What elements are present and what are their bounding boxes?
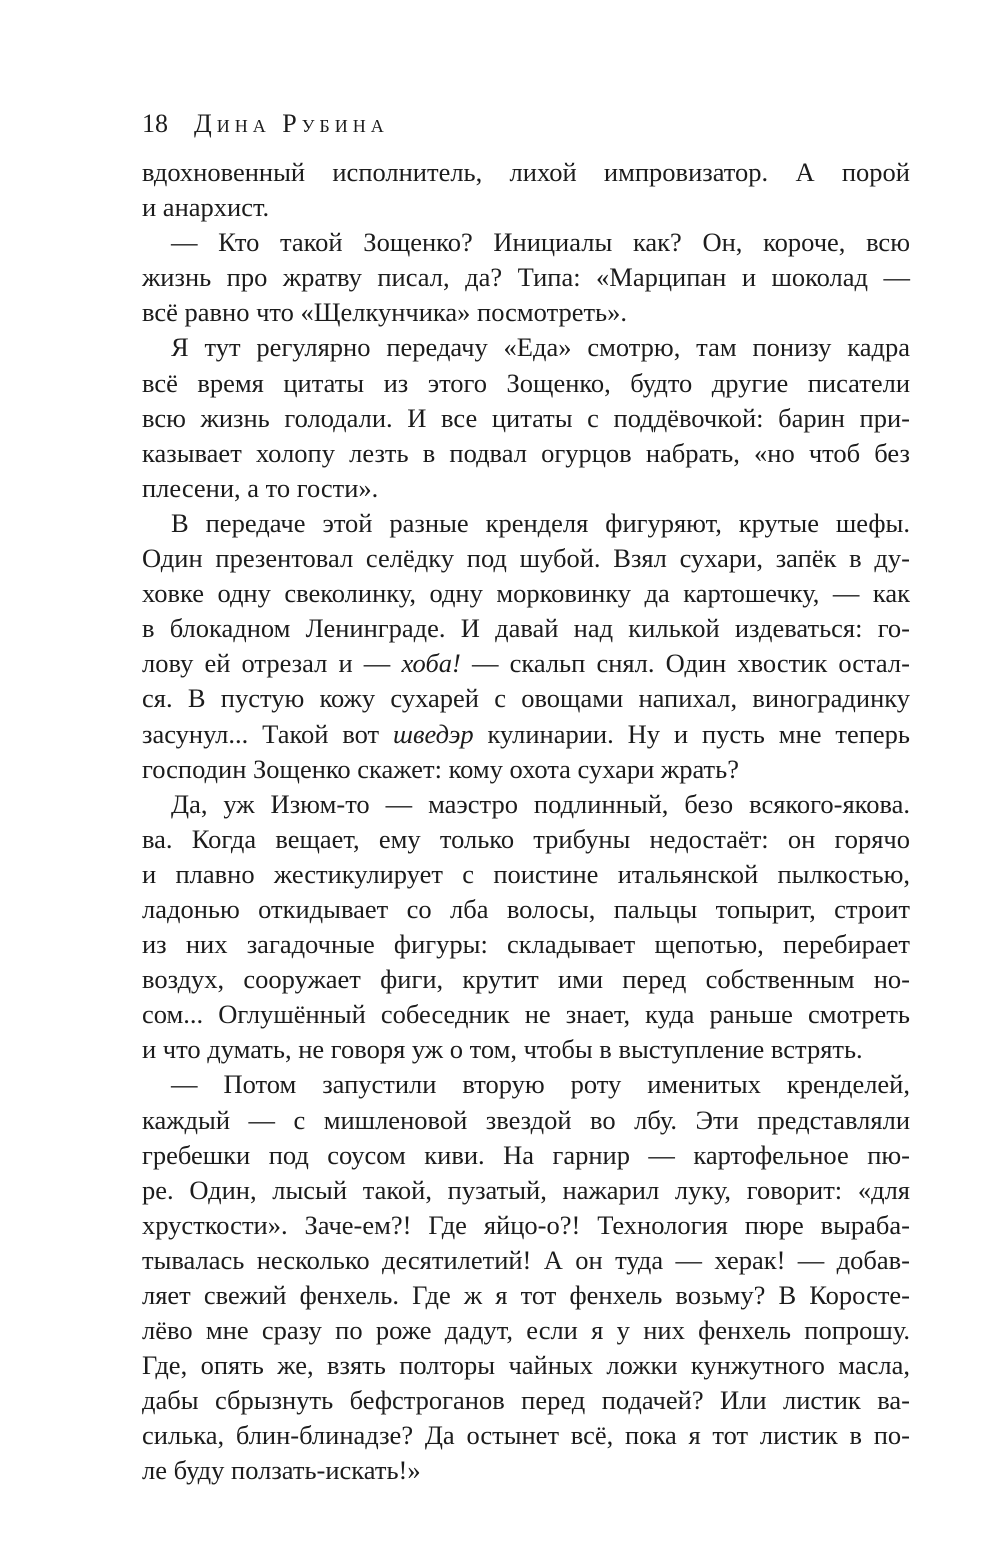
italic-word: хоба! (401, 648, 461, 679)
text-line: дабы сбрызнуть бефстроганов перед подачей? Или листик ва- (142, 1385, 910, 1416)
page-number: 18 (142, 109, 168, 138)
text-line: В передаче этой разные кренделя фигуряют, крутые шефы. (171, 507, 910, 538)
text-line: воздух, сооружает фиги, крутит ими перед собственным но- (142, 964, 910, 995)
running-head (142, 106, 389, 142)
text-line: тывалась несколько десятилетий! А он туда — херак! — добав- (142, 1244, 910, 1275)
text-line: всю жизнь голодали. И все цитаты с поддёвочкой: барин при- (142, 402, 910, 433)
text-line: ховке одну свеколинку, одну морковинку да картошечку, — как (142, 578, 910, 609)
running-head-author: Дина Рубина (194, 109, 389, 138)
text-line-with-italic (142, 717, 910, 752)
text-line: — Кто такой Зощенко? Инициалы как? Он, короче, всю (171, 227, 910, 258)
text-line: Где, опять же, взять полторы чайных ложки кунжутного масла, (142, 1350, 910, 1381)
text-line: плесени, а то гости». (142, 472, 379, 503)
text-run: лову ей отрезал и — (142, 648, 402, 679)
italic-word: шведэр (393, 718, 474, 749)
text-line: ляет свежий фенхель. Где ж я тот фенхель возьму? В Коросте- (142, 1280, 910, 1310)
text-line: господин Зощенко скажет: кому охота сухари жрать? (142, 753, 739, 784)
text-line: Я тут регулярно передачу «Еда» смотрю, там понизу кадра (171, 332, 910, 363)
text-line: силька, блин-блинадзе? Да остынет всё, пока я тот листик в по- (142, 1420, 910, 1451)
text-run: засунул... Такой вот (142, 718, 394, 749)
text-run: кулинарии. Ну и пусть мне теперь (473, 718, 910, 749)
text-line: из них загадочные фигуры: складывает щепотью, перебирает (142, 929, 910, 960)
text-line: жизнь про жратву писал, да? Типа: «Марципан и шоколад — (142, 262, 910, 293)
text-line: ле буду ползать-искать!» (142, 1455, 421, 1486)
text-line: всё время цитаты из этого Зощенко, будто другие писатели (142, 367, 910, 398)
text-line: гребешки под соусом киви. На гарнир — картофельное пю- (142, 1139, 910, 1170)
text-line: в блокадном Ленинграде. И давай над килькой издеваться: го- (142, 613, 910, 644)
text-line-with-italic (142, 646, 910, 681)
body-text (142, 155, 910, 1489)
text-line: всё равно что «Щелкунчика» посмотреть». (142, 297, 628, 328)
text-line: и что думать, не говоря уж о том, чтобы в выступление встрять. (142, 1034, 863, 1065)
text-line: ва. Когда вещает, ему только трибуны недостаёт: он горячо (142, 823, 910, 854)
text-line: ладонью откидывает со лба волосы, пальцы топырит, строит (142, 893, 910, 924)
text-line: лёво мне сразу по роже дадут, если я у них фенхель попрошу. (142, 1315, 910, 1346)
text-line: сом... Оглушённый собеседник не знает, куда раньше смотреть (142, 999, 910, 1030)
text-line: Да, уж Изюм-то — маэстро подлинный, безо всякого-якова. (171, 788, 910, 819)
text-line: ре. Один, лысый такой, пузатый, нажарил луку, говорит: «для (142, 1174, 910, 1205)
text-line: и плавно жестикулирует с поистине итальянской пылкостью, (142, 858, 910, 889)
text-line: казывает холопу лезть в подвал огурцов набрать, «но чтоб без (142, 437, 910, 468)
text-line: каждый — с мишленовой звездой во лбу. Эти представляли (142, 1104, 910, 1135)
text-line: и анархист. (142, 192, 270, 223)
text-line: ся. В пустую кожу сухарей с овощами напихал, виноградинку (142, 683, 910, 714)
text-run: — скальп снял. Один хвостик остал- (460, 648, 910, 679)
text-line: хрусткости». Заче-ем?! Где яйцо-о?! Технология пюре выраба- (142, 1209, 910, 1240)
text-line: Один презентовал селёдку под шубой. Взял сухари, запёк в ду- (142, 543, 910, 574)
text-line: — Потом запустили вторую роту именитых кренделей, (171, 1069, 910, 1100)
text-line: вдохновенный исполнитель, лихой импровизатор. А порой (142, 157, 910, 187)
